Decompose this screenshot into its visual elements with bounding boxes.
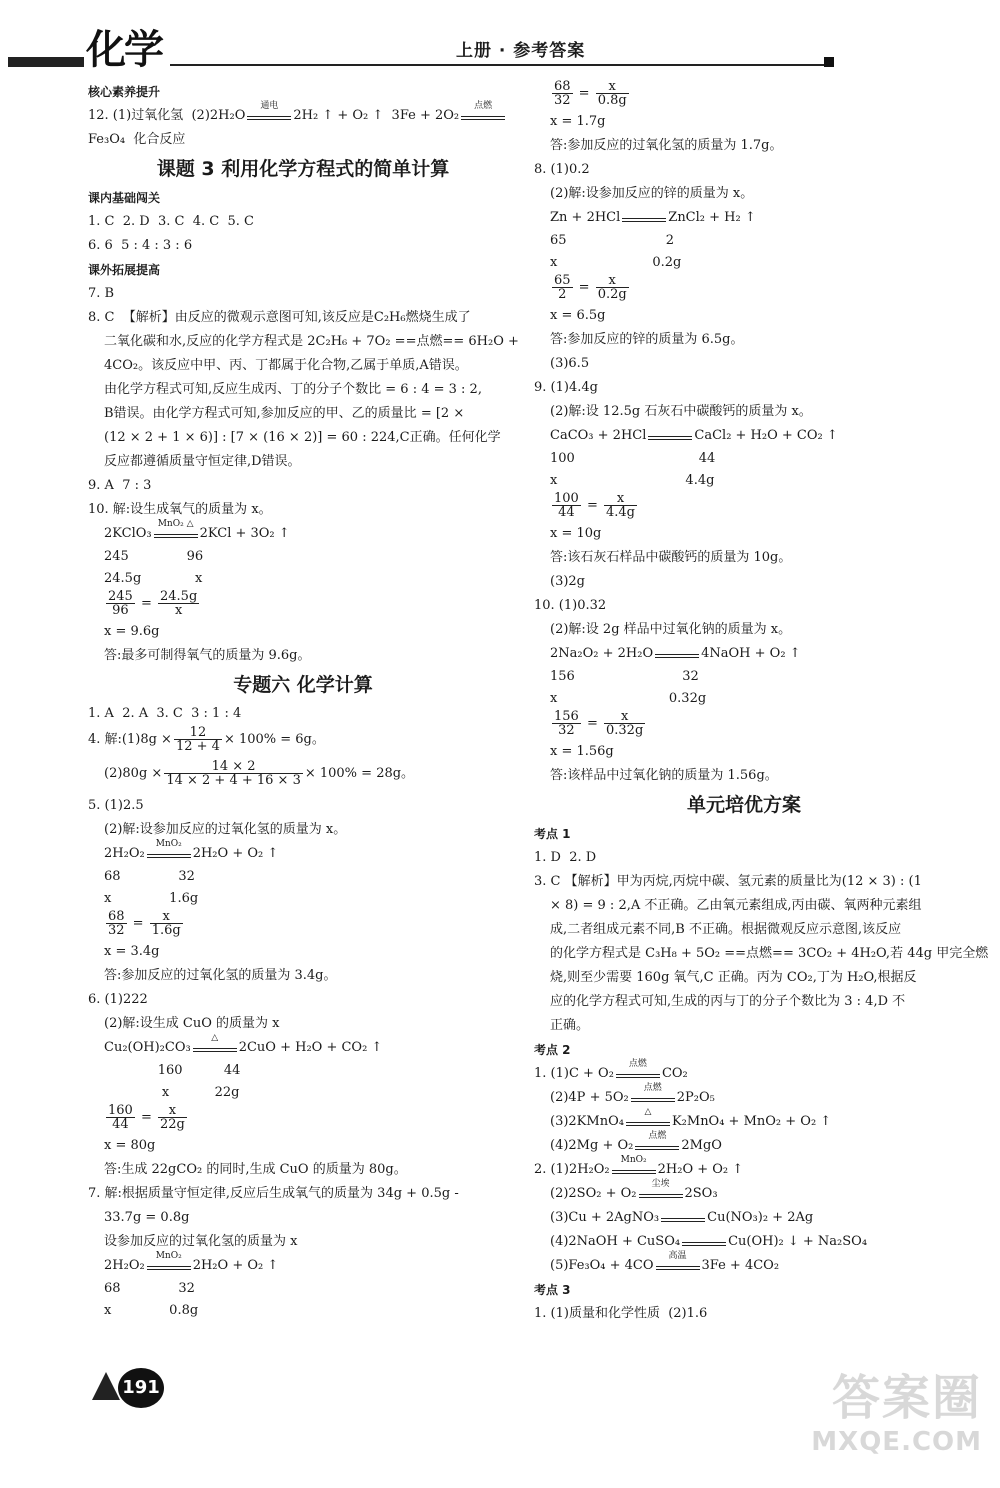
formula-line — [88, 726, 518, 760]
answer-line: 由化学方程式可知,反应生成丙、丁的分子个数比 = 6 : 4 = 3 : 2, — [104, 382, 482, 397]
sail-icon — [92, 1372, 120, 1400]
products: CO₂ — [661, 1066, 688, 1081]
equation-line — [534, 1082, 954, 1110]
reaction-condition: 点燃 — [474, 100, 493, 111]
numerator: x — [158, 1104, 187, 1118]
numerator: 160 — [108, 1103, 133, 1118]
formula-line — [88, 760, 518, 794]
ratio-line: $\frac{160}{44}$ = $\frac{x}{22g}$ — [108, 1103, 185, 1132]
numerator: x — [604, 710, 645, 724]
answer-line: x = 1.7g — [550, 114, 606, 129]
products: 2SO₃ — [684, 1186, 718, 1201]
header-rule — [170, 64, 830, 66]
answer-line: 答:参加反应的过氧化氢的质量为 3.4g。 — [104, 968, 337, 983]
mass-line: 245 96 — [104, 549, 204, 564]
fraction — [596, 80, 629, 107]
reactants: (2)2SO₂ + O₂ — [550, 1186, 637, 1201]
reaction-arrow — [661, 1209, 705, 1227]
products: Cu(NO₃)₂ + 2Ag — [707, 1210, 814, 1225]
reaction-condition: 尘埃 — [651, 1178, 670, 1189]
numerator: 245 — [108, 589, 133, 604]
answer-line: Fe₃O₄ 化合反应 — [88, 132, 186, 147]
denominator: 22g — [160, 1117, 185, 1132]
fraction — [158, 1104, 187, 1131]
reaction-arrow — [616, 1058, 660, 1083]
reaction-arrow — [626, 1106, 670, 1131]
watermark-url: MXQE.COM — [811, 1427, 982, 1457]
answer-line — [88, 100, 518, 128]
section-heading: 考点 2 — [534, 1043, 571, 1057]
products: 4NaOH + O₂ ↑ — [701, 646, 801, 661]
ratio-line: $\frac{100}{44}$ = $\frac{x}{4.4g}$ — [554, 491, 635, 520]
answer-line: 二氧化碳和水,反应的化学方程式是 2C₂H₆ + 7O₂ ==点燃== 6H₂O + — [104, 334, 519, 349]
answer-line: 设参加反应的过氧化氢的质量为 x — [104, 1234, 298, 1249]
products: K₂MnO₄ + MnO₂ + O₂ ↑ — [671, 1114, 832, 1129]
reaction-condition: △ — [211, 1032, 219, 1043]
fraction — [164, 760, 303, 787]
answer-line: 9. (1)4.4g — [534, 380, 598, 395]
answer-line: 正确。 — [550, 1018, 590, 1033]
answer-line: 答:该石灰石样品中碳酸钙的质量为 10g。 — [550, 550, 792, 565]
answer-line: 7. 解:根据质量守恒定律,反应后生成氧气的质量为 34g + 0.5g - — [88, 1186, 459, 1201]
subject-logo — [86, 18, 162, 75]
reaction-condition: 点燃 — [643, 1082, 662, 1093]
numerator: x — [604, 492, 637, 506]
answer-line: 答:生成 22gCO₂ 的同时,生成 CuO 的质量为 80g。 — [104, 1162, 407, 1177]
equation-line — [534, 1154, 954, 1182]
products: 2P₂O₅ — [676, 1090, 715, 1105]
answer-line: (2)解:设 12.5g 石灰石中碳酸钙的质量为 x。 — [550, 404, 812, 419]
lesson-title: 课题 3 利用化学方程式的简单计算 — [156, 158, 450, 180]
ratio-line: $\frac{68}{32}$ = $\frac{x}{1.6g}$ — [108, 909, 181, 938]
fraction — [552, 80, 573, 107]
reaction-condition: △ — [644, 1106, 652, 1117]
answer-text: 2H₂ ↑ + O₂ ↑ 3Fe + 2O₂ — [293, 108, 460, 123]
products: 2H₂O + O₂ ↑ — [192, 846, 279, 861]
answer-line: 答:参加反应的过氧化氢的质量为 1.7g。 — [550, 138, 783, 153]
equation-line — [534, 424, 954, 448]
equation-line — [88, 1032, 518, 1060]
mass-line: x 1.6g — [104, 891, 199, 906]
answer-line: 1. A 2. A 3. C 3 : 1 : 4 — [88, 706, 242, 721]
answer-line: 成,二者组成元素不同,B 不正确。根据微观反应示意图,该反应 — [550, 922, 902, 937]
ratio-line: $\frac{65}{2}$ = $\frac{x}{0.2g}$ — [554, 273, 627, 302]
products: 2H₂O + O₂ ↑ — [657, 1162, 744, 1177]
products: 2MgO — [681, 1138, 722, 1153]
section-heading: 课内基础闯关 — [88, 191, 161, 205]
answer-line: (3)2g — [550, 574, 586, 589]
denominator: 2 — [558, 287, 567, 302]
reactants: (4)2Mg + O₂ — [550, 1138, 634, 1153]
numerator: 100 — [554, 491, 579, 506]
mass-line: 100 44 — [550, 451, 716, 466]
mass-line: 156 32 — [550, 669, 699, 684]
reaction-arrow — [655, 645, 699, 663]
answer-line: 7. B — [88, 286, 115, 301]
header-square — [824, 57, 834, 67]
denominator: 0.32g — [606, 723, 644, 738]
reaction-arrow — [147, 838, 191, 863]
numerator: 24.5g — [160, 589, 198, 604]
left-column — [88, 80, 518, 1322]
answer-line: x = 10g — [550, 526, 602, 541]
header-bar — [8, 57, 84, 67]
reaction-condition: 通电 — [260, 100, 279, 111]
reactants: Zn + 2HCl — [550, 210, 621, 225]
mass-line: 65 2 — [550, 233, 674, 248]
subject-logo-text: 化学 — [86, 27, 162, 73]
denominator: 0.8g — [597, 93, 627, 108]
reactants: (3)Cu + 2AgNO₃ — [550, 1210, 660, 1225]
products: 2KCl + 3O₂ ↑ — [199, 526, 290, 541]
reactants: 2H₂O₂ — [104, 846, 145, 861]
reaction-condition: MnO₂ — [155, 1250, 182, 1261]
header-title: 上册 · 参考答案 — [456, 41, 586, 61]
ratio-line: $\frac{156}{32}$ = $\frac{x}{0.32g}$ — [554, 709, 644, 738]
answer-line: x = 1.56g — [550, 744, 614, 759]
mass-line: 24.5g x — [104, 571, 203, 586]
denominator: 32 — [558, 723, 575, 738]
products: CaCl₂ + H₂O + CO₂ ↑ — [694, 428, 838, 443]
answer-line: (2)解:设参加反应的过氧化氢的质量为 x。 — [104, 822, 347, 837]
answer-line: 反应都遵循质量守恒定律,D错误。 — [104, 454, 301, 469]
reaction-arrow — [639, 1178, 683, 1203]
answer-text: (2)80g × — [104, 766, 163, 781]
denominator: 32 — [554, 93, 571, 108]
reactants: 2. (1)2H₂O₂ — [534, 1162, 610, 1177]
fraction — [604, 710, 645, 737]
products: Cu(OH)₂ ↓ + Na₂SO₄ — [728, 1234, 868, 1249]
reaction-arrow — [154, 518, 198, 543]
fraction — [174, 726, 222, 753]
reactants: 2Na₂O₂ + 2H₂O — [550, 646, 654, 661]
equation-line — [534, 206, 954, 230]
denominator: 0.2g — [597, 287, 627, 302]
fraction — [552, 492, 581, 519]
mass-line: 68 32 — [104, 1281, 195, 1296]
equation-line — [534, 1058, 954, 1086]
denominator: 14 × 2 + 4 + 16 × 3 — [166, 773, 301, 788]
answer-line: B错误。由化学方程式可知,参加反应的甲、乙的质量比 = [2 × — [104, 406, 465, 421]
fraction — [552, 274, 573, 301]
products: 2CuO + H₂O + CO₂ ↑ — [238, 1040, 383, 1055]
answer-line: 答:参加反应的锌的质量为 6.5g。 — [550, 332, 744, 347]
fraction — [106, 590, 135, 617]
denominator: 96 — [112, 603, 129, 618]
reaction-condition: 点燃 — [648, 1130, 667, 1141]
answer-line: x = 6.5g — [550, 308, 606, 323]
numerator: 68 — [554, 79, 571, 94]
answer-line: 9. A 7 : 3 — [88, 478, 152, 493]
equation-line — [534, 642, 954, 666]
mass-line: x 0.8g — [104, 1303, 199, 1318]
reaction-arrow — [193, 1032, 237, 1057]
reactants: CaCO₃ + 2HCl — [550, 428, 647, 443]
equation-line — [534, 1206, 954, 1230]
answer-line: 4CO₂。该反应中甲、丙、丁都属于化合物,乙属于单质,A错误。 — [104, 358, 468, 373]
denominator: 32 — [108, 923, 125, 938]
answer-line: × 8) = 9 : 2,A 不正确。乙由氧元素组成,丙由碳、氧两种元素组 — [550, 898, 922, 913]
page-header — [0, 0, 1000, 73]
equation-line — [534, 1130, 954, 1158]
watermark — [811, 1370, 982, 1464]
numerator: 14 × 2 — [164, 760, 303, 774]
reaction-condition: 点燃 — [628, 1058, 647, 1069]
mass-line: x 0.2g — [550, 255, 682, 270]
mass-line: 68 32 — [104, 869, 195, 884]
answer-line: 8. (1)0.2 — [534, 162, 590, 177]
fraction — [150, 910, 183, 937]
denominator: 12 + 4 — [175, 739, 220, 754]
reactants: (3)2KMnO₄ — [550, 1114, 624, 1129]
answer-line: x = 80g — [104, 1138, 156, 1153]
section-heading: 课外拓展提高 — [88, 263, 161, 277]
topic-title: 专题六 化学计算 — [233, 674, 373, 696]
reaction-arrow — [461, 100, 505, 125]
answer-line: x = 9.6g — [104, 624, 160, 639]
denominator: 44 — [558, 505, 575, 520]
answer-line: 33.7g = 0.8g — [104, 1210, 190, 1225]
answer-line: (2)解:设 2g 样品中过氧化钠的质量为 x。 — [550, 622, 792, 637]
reaction-arrow — [612, 1154, 656, 1179]
equation-line — [534, 1106, 954, 1134]
answer-line: (12 × 2 + 1 × 6)] : [7 × (16 × 2)] = 60 : 224,C正确。任何化学 — [104, 430, 501, 445]
ratio-line: $\frac{68}{32}$ = $\frac{x}{0.8g}$ — [554, 79, 627, 108]
answer-text: 4. 解:(1)8g × — [88, 732, 172, 747]
reaction-arrow — [247, 100, 291, 125]
answer-line: (3)6.5 — [550, 356, 590, 371]
equation-line — [88, 1250, 518, 1278]
numerator: 156 — [554, 709, 579, 724]
answer-line: 烧,则至少需要 160g 氧气,C 正确。丙为 CO₂,丁为 H₂O,根据反 — [550, 970, 917, 985]
numerator: x — [596, 80, 629, 94]
reaction-arrow — [682, 1233, 726, 1251]
fraction — [158, 590, 199, 617]
section-heading: 考点 1 — [534, 827, 571, 841]
answer-line: x = 3.4g — [104, 944, 160, 959]
page-number: 191 — [118, 1368, 164, 1408]
reactants: (5)Fe₃O₄ + 4CO — [550, 1258, 654, 1273]
answer-line: 答:该样品中过氧化钠的质量为 1.56g。 — [550, 768, 778, 783]
products: 2H₂O + O₂ ↑ — [192, 1258, 279, 1273]
answer-text: 12. (1)过氧化氢 (2)2H₂O — [88, 108, 246, 123]
answer-line: 1. C 2. D 3. C 4. C 5. C — [88, 214, 254, 229]
equation-line — [534, 1250, 954, 1278]
answer-line: 1. D 2. D — [534, 850, 597, 865]
ratio-line: $\frac{245}{96}$ = $\frac{24.5g}{x}$ — [108, 589, 198, 618]
answer-line: 应的化学方程式可知,生成的丙与丁的分子个数比为 3 : 4,D 不 — [550, 994, 906, 1009]
fraction — [106, 1104, 135, 1131]
answer-line: 10. (1)0.32 — [534, 598, 607, 613]
fraction — [552, 710, 581, 737]
answer-line: 6. (1)222 — [88, 992, 148, 1007]
reactants: (2)4P + 5O₂ — [550, 1090, 629, 1105]
equation-line — [534, 1230, 954, 1254]
numerator: 65 — [554, 273, 571, 288]
reaction-arrow — [631, 1082, 675, 1107]
fraction — [596, 274, 629, 301]
numerator: x — [596, 274, 629, 288]
mass-line: x 22g — [104, 1085, 240, 1100]
answer-line: 1. (1)质量和化学性质 (2)1.6 — [534, 1306, 708, 1321]
numerator: 68 — [108, 909, 125, 924]
answer-line: 10. 解:设生成氧气的质量为 x。 — [88, 502, 272, 517]
reactants: 2H₂O₂ — [104, 1258, 145, 1273]
denominator: 44 — [112, 1117, 129, 1132]
answer-text: × 100% = 28g。 — [304, 766, 415, 781]
reaction-arrow — [147, 1250, 191, 1275]
mass-line: 160 44 — [104, 1063, 241, 1078]
reaction-condition: MnO₂ △ — [157, 518, 194, 529]
reactants: Cu₂(OH)₂CO₃ — [104, 1040, 191, 1055]
section-heading: 核心素养提升 — [88, 85, 161, 99]
unit-title: 单元培优方案 — [686, 794, 801, 816]
reactants: 2KClO₃ — [104, 526, 152, 541]
equation-line — [534, 1178, 954, 1206]
equation-line — [88, 838, 518, 866]
answer-text: × 100% = 6g。 — [223, 732, 325, 747]
answer-line: 5. (1)2.5 — [88, 798, 144, 813]
answer-line: 3. C 【解析】甲为丙烷,丙烷中碳、氢元素的质量比为(12 × 3) : (1 — [534, 874, 922, 889]
reaction-arrow — [635, 1130, 679, 1155]
fraction — [604, 492, 637, 519]
reaction-arrow — [648, 427, 692, 445]
reaction-arrow — [622, 209, 666, 227]
reaction-condition: MnO₂ — [620, 1154, 647, 1165]
watermark-text: 答案圈 — [831, 1370, 982, 1426]
reaction-arrow — [656, 1250, 700, 1275]
right-column — [534, 79, 989, 1326]
answer-line: (2)解:设参加反应的锌的质量为 x。 — [550, 186, 754, 201]
fraction — [106, 910, 127, 937]
answer-line: 6. 6 5 : 4 : 3 : 6 — [88, 238, 193, 253]
denominator: 1.6g — [151, 923, 181, 938]
equation-line — [88, 518, 518, 546]
answer-line: (2)解:设生成 CuO 的质量为 x — [104, 1016, 280, 1031]
reaction-condition: MnO₂ — [155, 838, 182, 849]
mass-line: x 4.4g — [550, 473, 715, 488]
answer-line: 答:最多可制得氧气的质量为 9.6g。 — [104, 648, 311, 663]
reactants: (4)2NaOH + CuSO₄ — [550, 1234, 681, 1249]
products: ZnCl₂ + H₂ ↑ — [668, 210, 756, 225]
denominator: x — [174, 603, 183, 618]
numerator: 12 — [174, 726, 222, 740]
denominator: 4.4g — [606, 505, 635, 520]
products: 3Fe + 4CO₂ — [701, 1258, 780, 1273]
answer-line: 8. C 【解析】由反应的微观示意图可知,该反应是C₂H₆燃烧生成了 — [88, 310, 471, 325]
numerator: x — [150, 910, 183, 924]
reactants: 1. (1)C + O₂ — [534, 1066, 614, 1081]
section-heading: 考点 3 — [534, 1283, 571, 1297]
mass-line: x 0.32g — [550, 691, 707, 706]
answer-line: 的化学方程式是 C₃H₈ + 5O₂ ==点燃== 3CO₂ + 4H₂O,若 44g 甲完全燃 — [550, 946, 989, 961]
reaction-condition: 高温 — [668, 1250, 687, 1261]
